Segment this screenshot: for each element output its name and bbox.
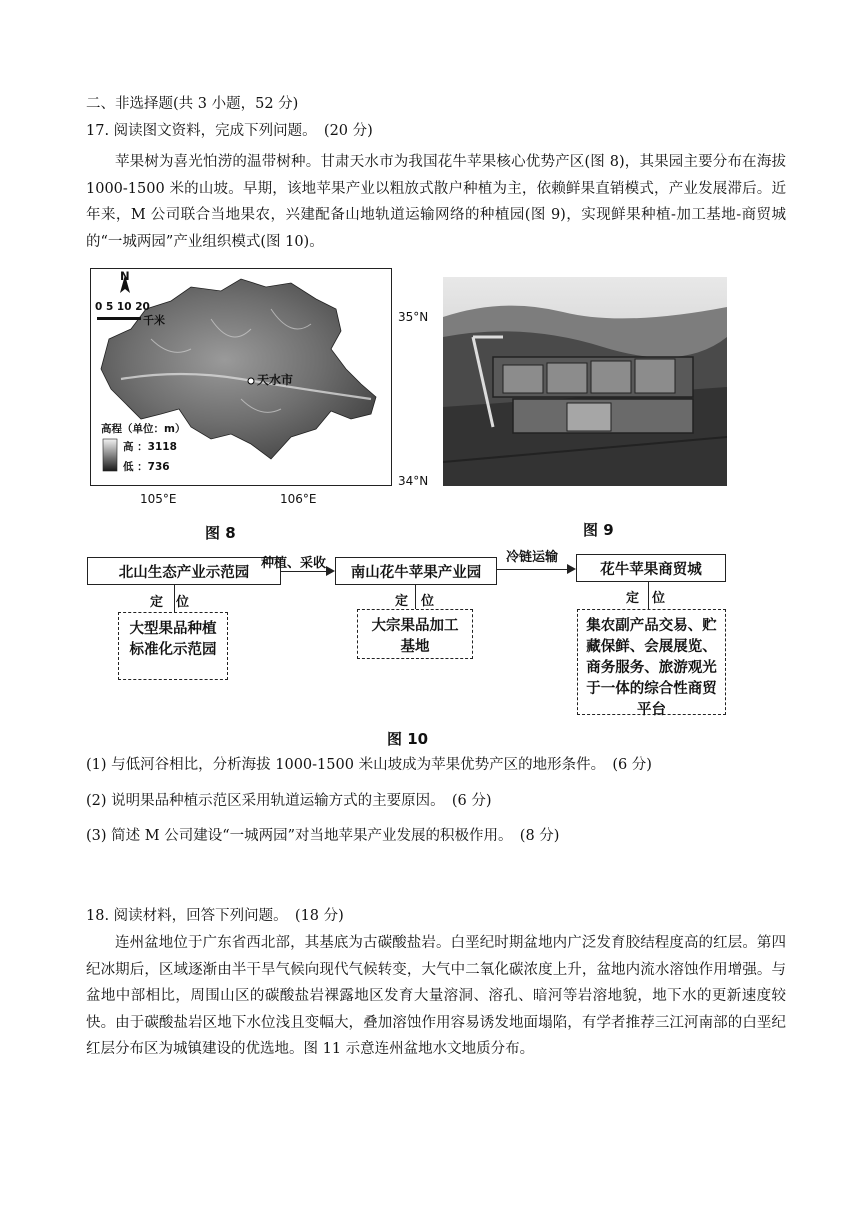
scale-unit: 千米 (143, 314, 165, 327)
flow-dbox-demo-garden: 大型果品种植标准化示范园 (118, 612, 228, 680)
arrow2-label: 冷链运输 (506, 550, 559, 565)
legend-ramp (103, 439, 117, 471)
legend-low: 低 ：736 (123, 461, 170, 473)
q17-sub-3: (3) 简述 M 公司建设“一城两园”对当地苹果产业发展的积极作用。 (8 分) (86, 828, 560, 844)
lon-right-label: 106°E (280, 492, 317, 506)
arrow2-line (497, 569, 567, 570)
q17-paragraph: 苹果树为喜光怕涝的温带树种。甘肃天水市为我国花牛苹果核心优势产区(图 8)，其果园主要分布在海拔 1000-1500 米的山坡。早期，该地苹果产业以粗放式散户种植为主，依赖鲜果直销模式，产业发展滞后。近年来，M 公司联合当地果农，兴建配备山地轨道运输网络的种植园(图 9)，实现鲜果种植-加工基地-商贸城的“一城两园”产业组织模式(图 10)。 (86, 154, 786, 250)
flow-dbox-trade-platform: 集农副产品交易、贮藏保鲜、会展展览、商务服务、旅游观光于一体的综合性商贸平台 (577, 609, 726, 715)
arrow1-label: 种植、采收 (261, 556, 327, 571)
city-label: 天水市 (257, 373, 294, 387)
photo-illustration (443, 277, 727, 486)
fig9-caption: 图 9 (583, 521, 614, 539)
lat-bottom-label: 34°N (398, 474, 429, 488)
fig9-photo (443, 277, 727, 486)
legend-title: 高程（单位：m） (101, 423, 186, 435)
lon-left-label: 105°E (140, 492, 177, 506)
flow-box-beishan: 北山生态产业示范园 (87, 557, 281, 585)
q17-sub-1: (1) 与低河谷相比，分析海拔 1000-1500 米山坡成为苹果优势产区的地形条件。 (6 分) (86, 757, 652, 773)
pos-label-2: 定 位 (395, 594, 435, 609)
scale-numbers: 0 5 10 20 (95, 301, 150, 313)
pos-label-1: 定 位 (150, 595, 190, 610)
fig8-map (90, 268, 392, 486)
scale-bar (97, 317, 141, 320)
q18-title: 18. 阅读材料，回答下列问题。 (18 分) (86, 908, 344, 924)
city-marker (248, 378, 254, 384)
arrow1-line (281, 571, 326, 572)
legend-high: 高 ：3118 (123, 441, 177, 453)
q17-sub-2: (2) 说明果品种植示范区采用轨道运输方式的主要原因。 (6 分) (86, 793, 492, 809)
flow-dbox-processing: 大宗果品加工基地 (357, 609, 473, 659)
north-label: N (120, 269, 130, 283)
lat-top-label: 35°N (398, 310, 429, 324)
q18-paragraph: 连州盆地位于广东省西北部，其基底为古碳酸盐岩。白垩纪时期盆地内广泛发育胶结程度高的红层。第四纪冰期后，区域逐渐由半干旱气候向现代气候转变，大气中二氧化碳浓度上升，盆地内流水溶蚀作用增强。与盆地中部相比，周围山区的碳酸盐岩裸露地区发育大量溶洞、溶孔、暗河等岩溶地貌，地下水的更新速度较快。由于碳酸盐岩区地下水位浅且变幅大，叠加溶蚀作用容易诱发地面塌陷，有学者推荐三江河南部的白垩纪红层分布区为城镇建设的优选地。图 11 示意连州盆地水文地质分布。 (86, 935, 786, 1057)
pos-label-3: 定 位 (626, 591, 666, 606)
arrow2-head (567, 564, 576, 574)
fig10-caption: 图 10 (387, 730, 429, 748)
flow-box-nanshan: 南山花牛苹果产业园 (335, 557, 497, 585)
arrow1-head (326, 566, 335, 576)
section-heading: 二、非选择题(共 3 小题，52 分) (86, 96, 299, 112)
q17-title: 17. 阅读图文资料，完成下列问题。 (20 分) (86, 123, 373, 139)
fig8-caption: 图 8 (205, 524, 236, 542)
flow-box-market: 花牛苹果商贸城 (576, 554, 726, 582)
